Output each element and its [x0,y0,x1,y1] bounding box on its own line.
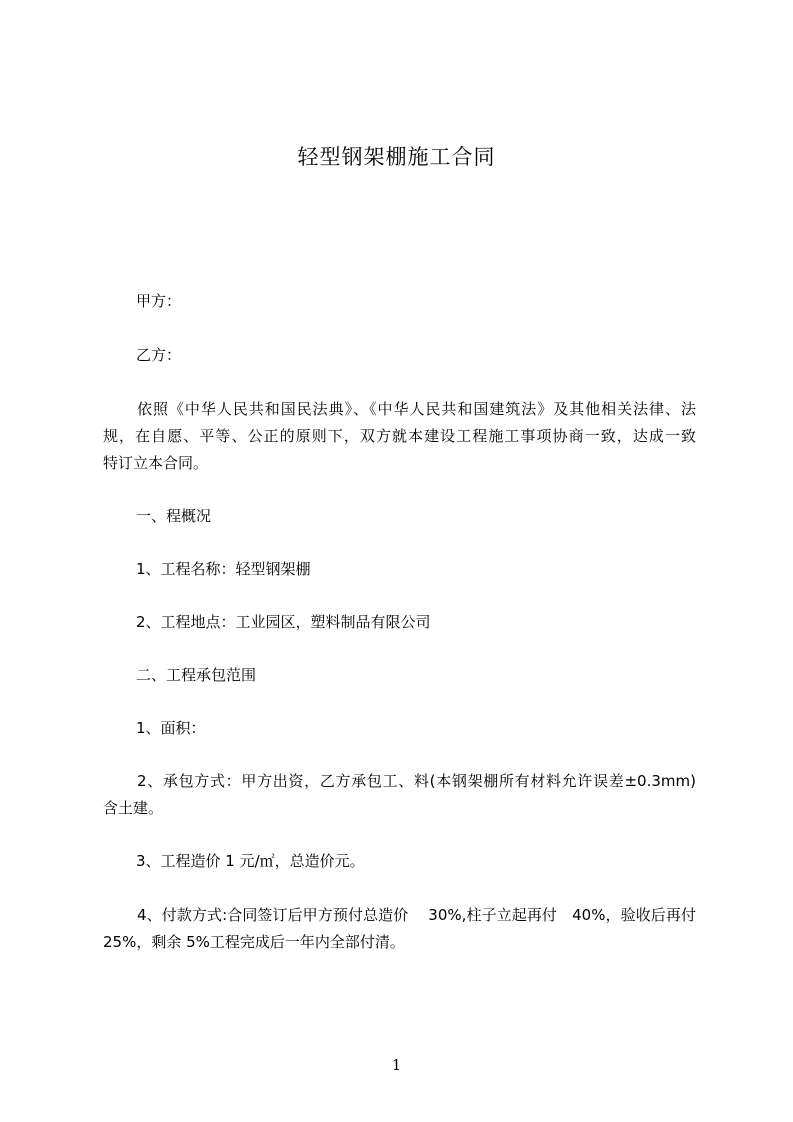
payment-method-line-1: 4、付款方式:合同签订后甲方预付总造价 30%,柱子立起再付 40%，验收后再付 [137,906,696,924]
section-1-heading: 一、程概况 [136,507,212,525]
party-a-label: 甲方： [136,292,182,310]
project-location-item: 2、工程地点：工业园区，塑料制品有限公司 [136,613,431,631]
section-2-heading: 二、工程承包范围 [136,666,257,684]
party-b-label: 乙方： [136,346,182,364]
contract-method-line-1: 2、承包方式：甲方出资，乙方承包工、料(本钢架棚所有材料允许误差±0.3mm) [137,772,696,790]
payment-method-line-2: 25%，剩余 5%工程完成后一年内全部付清。 [103,933,405,951]
document-title: 轻型钢架棚施工合同 [297,145,496,169]
area-item: 1、面积： [136,719,206,737]
project-name-item: 1、工程名称：轻型钢架棚 [136,560,311,578]
page-number: 1 [391,1056,402,1074]
intro-paragraph-line-2: 规，在自愿、平等、公正的原则下，双方就本建设工程施工事项协商一致，达成一致 [103,427,696,445]
contract-method-line-2: 含土建。 [103,799,164,817]
intro-paragraph-line-3: 特订立本合同。 [103,454,209,472]
intro-paragraph-line-1: 依照《中华人民共和国民法典》、《中华人民共和国建筑法》及其他相关法律、法 [137,400,696,418]
project-cost-item: 3、工程造价 1 元/㎡，总造价元。 [136,852,365,870]
